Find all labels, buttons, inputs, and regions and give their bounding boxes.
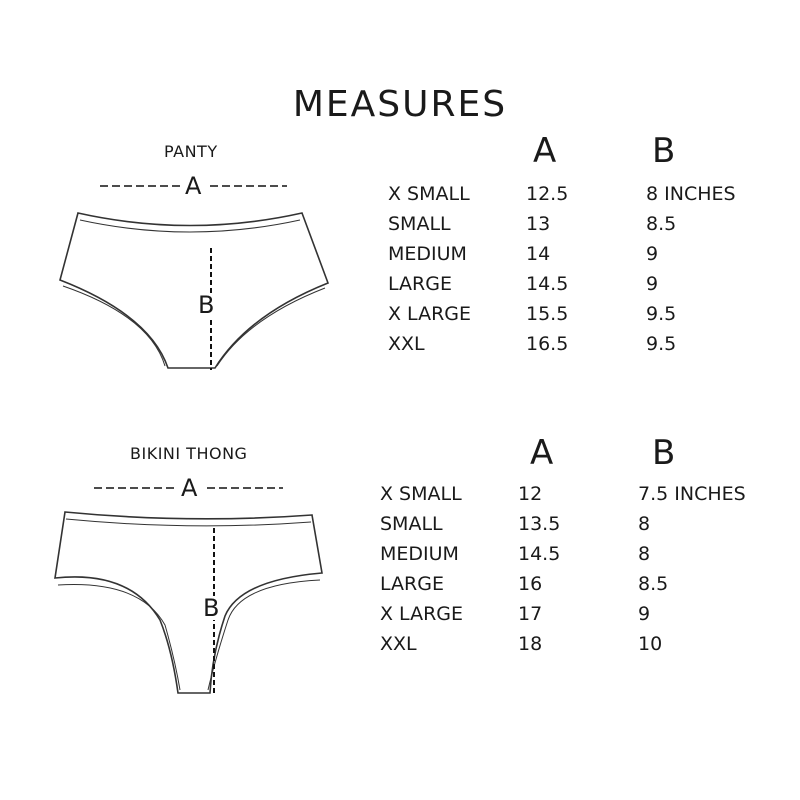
- table-row: [388, 179, 736, 209]
- table-row: [388, 329, 736, 359]
- size-cell: MEDIUM: [388, 243, 467, 265]
- measure-a-cell: 13: [526, 213, 551, 235]
- table-row: [388, 239, 736, 269]
- panty-illustration: [60, 213, 328, 368]
- table-row: [388, 299, 736, 329]
- thong-dimension-b-label: B: [203, 594, 220, 622]
- measure-a-cell: 17: [518, 603, 543, 625]
- table-row: [380, 599, 746, 629]
- size-cell: XXL: [388, 333, 425, 355]
- measure-a-cell: 13.5: [518, 513, 561, 535]
- measure-b-cell: 9: [646, 273, 659, 295]
- measure-b-cell: 8: [638, 513, 651, 535]
- measure-a-cell: 16: [518, 573, 543, 595]
- measure-a-cell: 18: [518, 633, 543, 655]
- bikini-thong-label: BIKINI THONG: [130, 444, 248, 463]
- size-cell: X SMALL: [388, 183, 470, 205]
- measure-b-cell: 7.5 INCHES: [638, 483, 746, 505]
- measure-a-cell: 14: [526, 243, 551, 265]
- size-cell: X SMALL: [380, 483, 462, 505]
- panty-size-table: [388, 179, 736, 359]
- size-cell: XXL: [380, 633, 417, 655]
- table-row: [380, 569, 746, 599]
- table-row: [388, 269, 736, 299]
- table-row: [380, 479, 746, 509]
- size-cell: X LARGE: [380, 603, 464, 625]
- panty-dimension-b-label: B: [198, 291, 215, 319]
- panty-label: PANTY: [164, 142, 218, 161]
- measure-b-cell: 8.5: [638, 573, 669, 595]
- measure-b-cell: 8.5: [646, 213, 677, 235]
- thong-dimension-a-label: A: [181, 474, 198, 502]
- measure-b-cell: 8 INCHES: [646, 183, 736, 205]
- thong-column-a-header: A: [530, 433, 554, 473]
- panty-column-a-header: A: [533, 131, 557, 171]
- panty-column-b-header: B: [652, 131, 676, 171]
- page-title: MEASURES: [292, 84, 508, 125]
- table-row: [380, 509, 746, 539]
- measure-a-cell: 14.5: [518, 543, 561, 565]
- panty-dimension-a-label: A: [185, 172, 202, 200]
- measure-b-cell: 9: [646, 243, 659, 265]
- size-cell: SMALL: [380, 513, 443, 535]
- table-row: [388, 209, 736, 239]
- table-row: [380, 539, 746, 569]
- measure-b-cell: 8: [638, 543, 651, 565]
- size-cell: MEDIUM: [380, 543, 459, 565]
- size-cell: SMALL: [388, 213, 451, 235]
- thong-column-b-header: B: [652, 433, 676, 473]
- measure-a-cell: 14.5: [526, 273, 569, 295]
- bikini-thong-illustration: [55, 512, 322, 693]
- measure-a-cell: 12: [518, 483, 543, 505]
- size-cell: LARGE: [380, 573, 444, 595]
- size-cell: X LARGE: [388, 303, 472, 325]
- measure-b-cell: 9: [638, 603, 651, 625]
- measure-b-cell: 9.5: [646, 333, 677, 355]
- thong-size-table: [380, 479, 746, 659]
- measure-b-cell: 10: [638, 633, 663, 655]
- measure-a-cell: 16.5: [526, 333, 569, 355]
- measure-b-cell: 9.5: [646, 303, 677, 325]
- size-cell: LARGE: [388, 273, 452, 295]
- table-row: [380, 629, 746, 659]
- measure-a-cell: 15.5: [526, 303, 569, 325]
- measure-a-cell: 12.5: [526, 183, 569, 205]
